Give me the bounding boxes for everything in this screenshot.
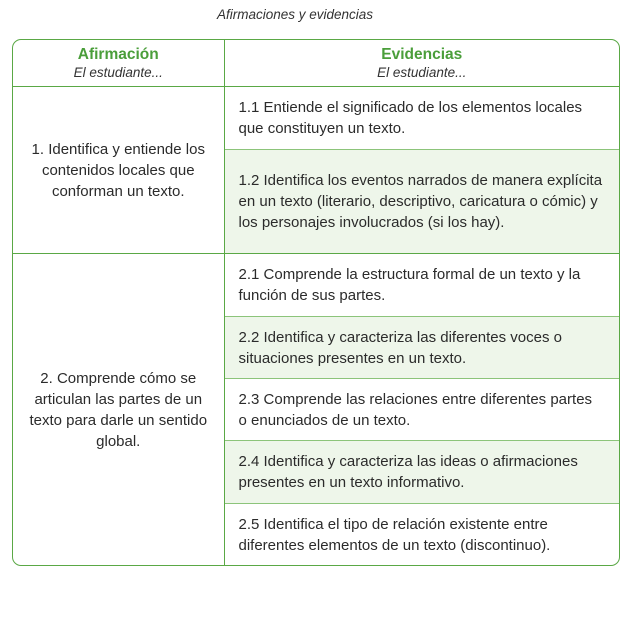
affirmations-evidence-table xyxy=(12,39,620,566)
affirmation-cell-1: 1. Identifica y entiende los contenidos locales que conforman un texto. xyxy=(31,140,205,200)
header-affirmation-subtitle: El estudiante... xyxy=(73,64,163,80)
evidence-cell-2-5: 2.5 Identifica el tipo de relación existente entre diferentes elementos de un texto (discontinuo). xyxy=(224,504,619,566)
table-row xyxy=(13,87,619,150)
header-evidence xyxy=(224,40,619,87)
header-evidence-title: Evidencias xyxy=(381,45,463,63)
table-caption: Afirmaciones y evidencias xyxy=(216,7,374,22)
table-grid xyxy=(13,40,619,566)
evidence-cell-2-4: 2.4 Identifica y caracteriza las ideas o afirmaciones presentes en un texto informativo. xyxy=(224,441,619,504)
affirmation-cell-2: 2. Comprende cómo se articulan las partes de un texto para darle un sentido global. xyxy=(13,254,224,566)
table-row xyxy=(13,254,619,317)
header-affirmation-title: Afirmación xyxy=(77,45,159,63)
evidence-cell-1-2: 1.2 Identifica los eventos narrados de manera explícita en un texto (literario, descriptivo, caricatura o cómic) y los personajes involucrados (si los hay). xyxy=(224,150,619,254)
evidence-cell-1-1: 1.1 Entiende el significado de los elementos locales que constituyen un texto. xyxy=(224,87,619,150)
evidence-cell-2-2: 2.2 Identifica y caracteriza las diferentes voces o situaciones presentes en un texto. xyxy=(224,317,619,379)
header-row xyxy=(13,40,619,87)
evidence-cell-2-1: 2.1 Comprende la estructura formal de un texto y la función de sus partes. xyxy=(224,254,619,317)
evidence-cell-2-3: 2.3 Comprende las relaciones entre diferentes partes o enunciados de un texto. xyxy=(224,379,619,441)
header-affirmation xyxy=(13,40,224,87)
header-evidence-subtitle: El estudiante... xyxy=(377,64,467,80)
